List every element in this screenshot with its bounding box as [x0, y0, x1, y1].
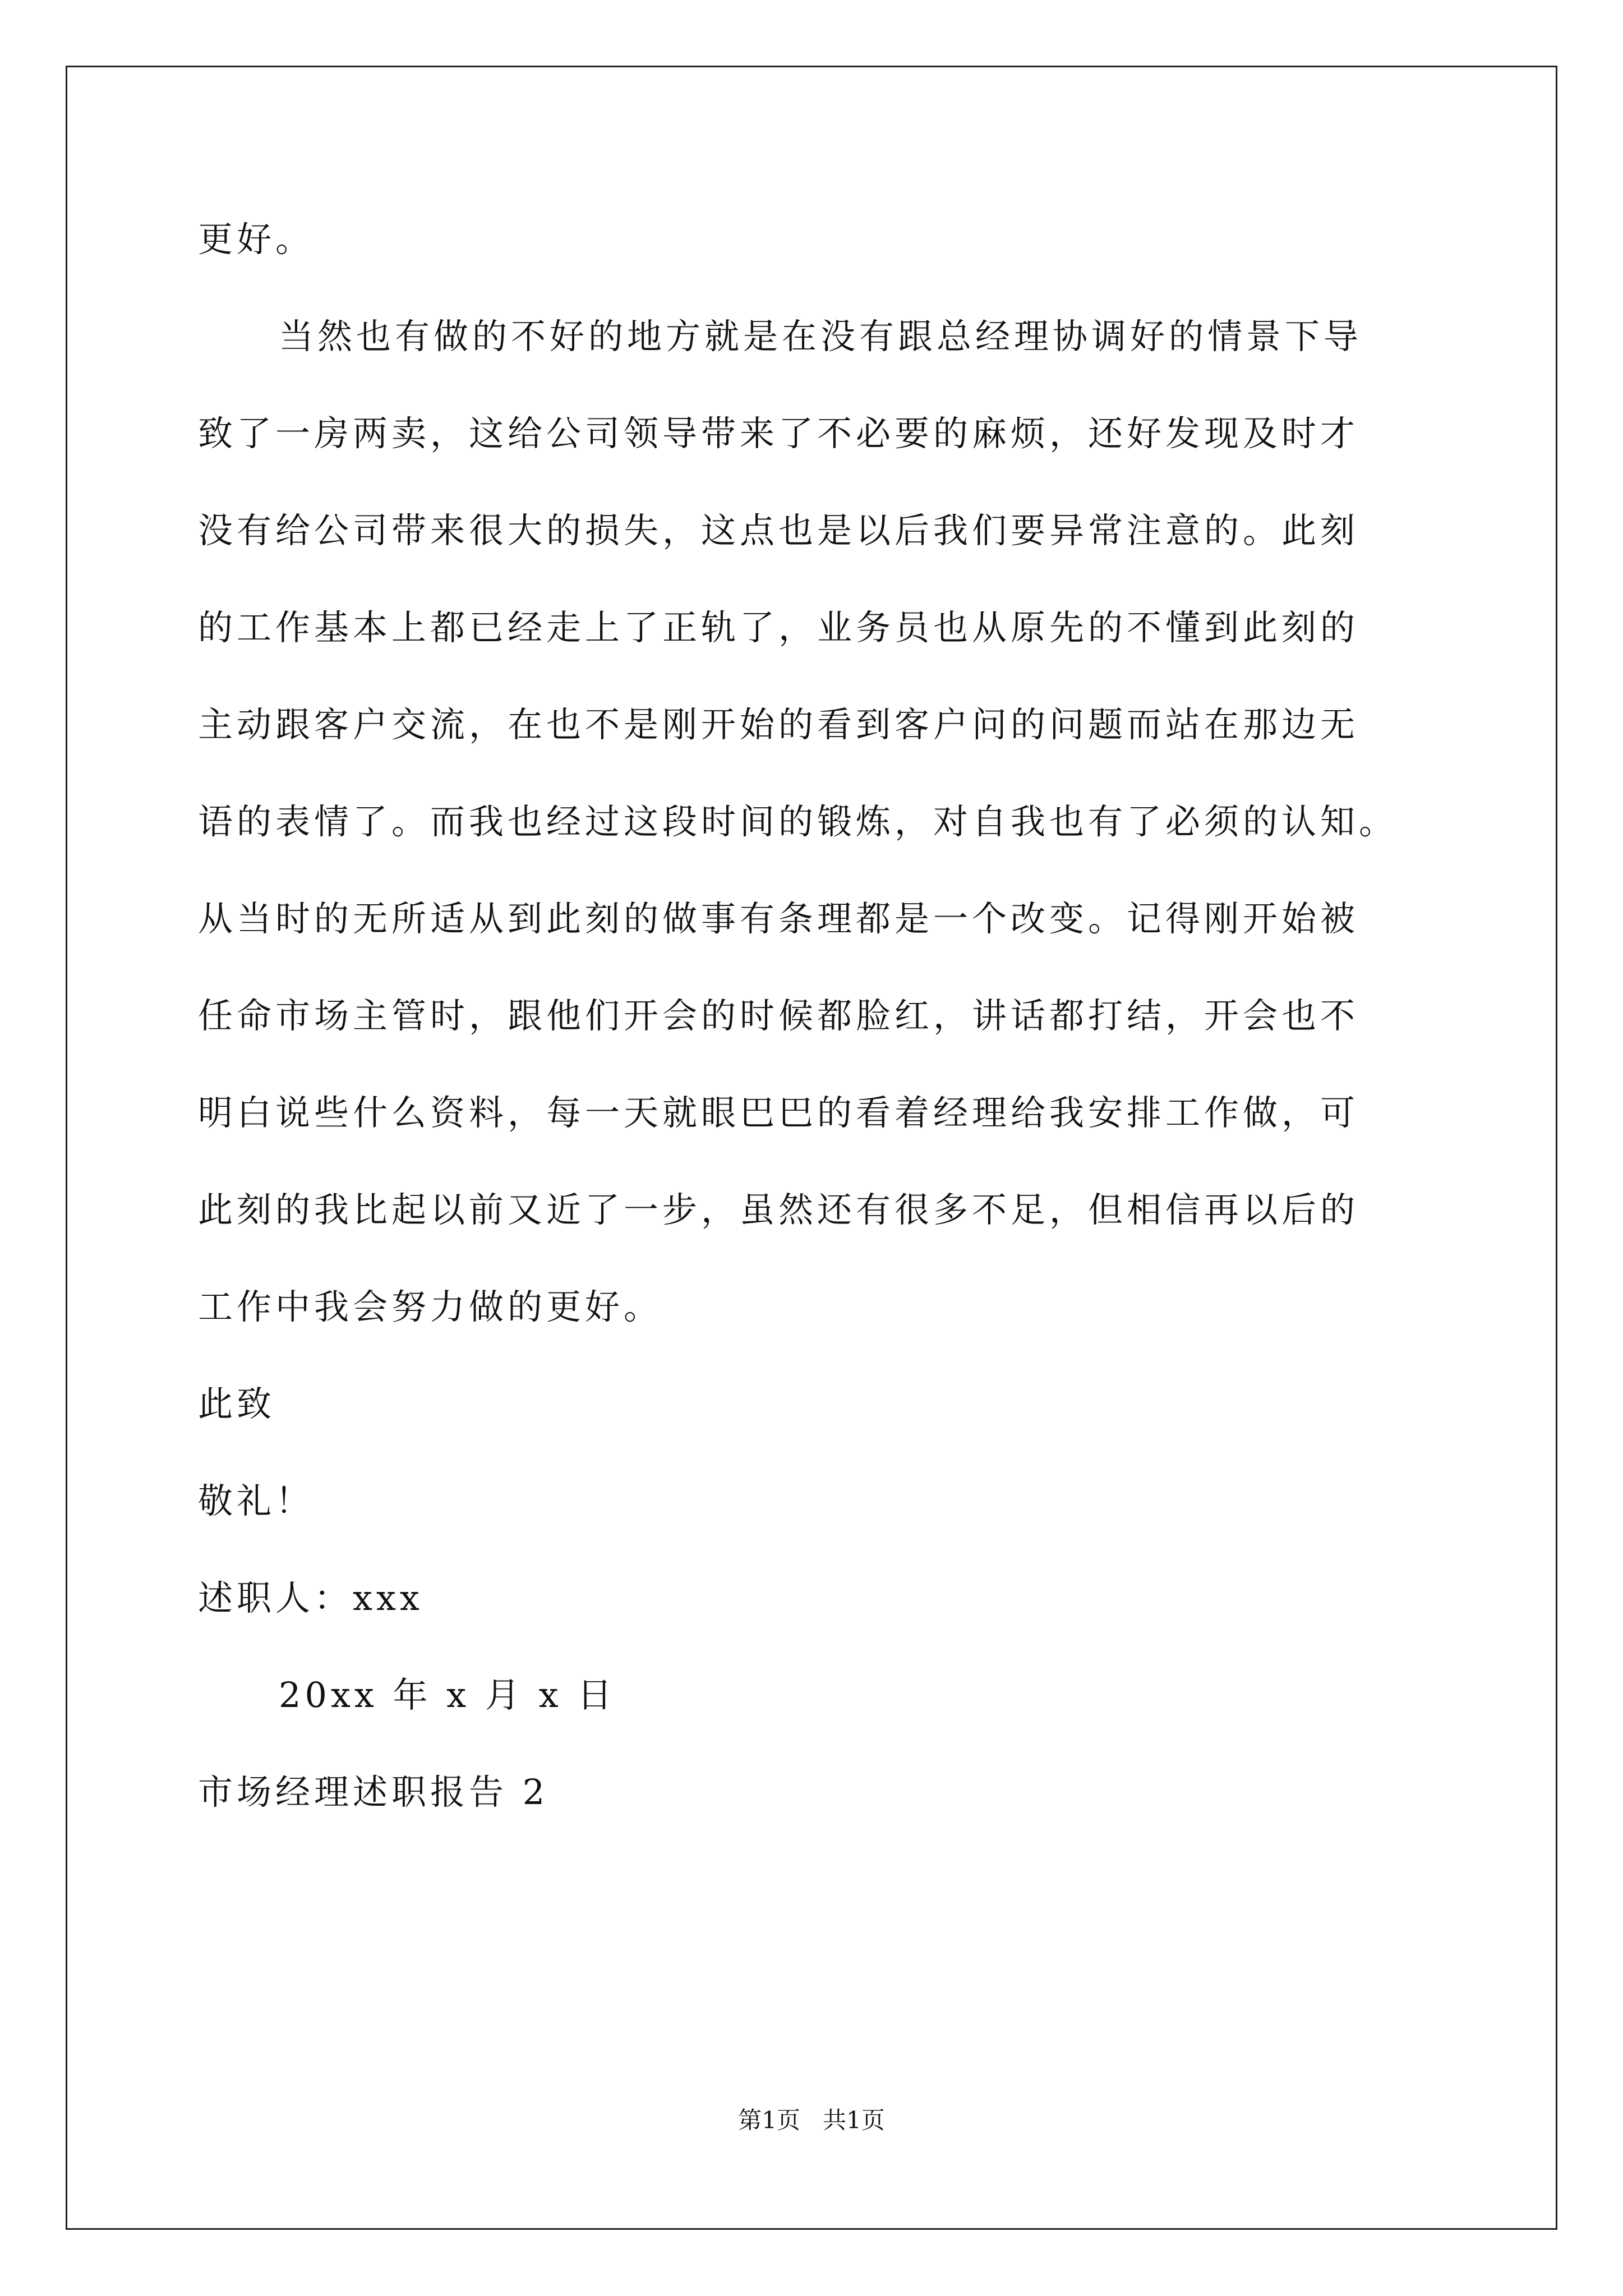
- text-line-4: 没有给公司带来很大的损失，这点也是以后我们要异常注意的。此刻: [198, 510, 1359, 551]
- closing-regards: 敬礼！: [198, 1480, 315, 1521]
- closing-salutation: 此致: [198, 1383, 276, 1424]
- date-line: 20xx 年 x 月 x 日: [279, 1674, 616, 1715]
- text-line-3: 致了一房两卖，这给公司领导带来了不必要的麻烦，还好发现及时才: [198, 413, 1359, 454]
- text-line-1: 更好。: [198, 219, 315, 260]
- text-line-5: 的工作基本上都已经走上了正轨了，业务员也从原先的不懂到此刻的: [198, 607, 1359, 648]
- text-line-8: 从当时的无所适从到此刻的做事有条理都是一个改变。记得刚开始被: [198, 898, 1359, 939]
- text-line-2: 当然也有做的不好的地方就是在没有跟总经理协调好的情景下导: [279, 316, 1363, 357]
- text-line-10: 明白说些什么资料，每一天就眼巴巴的看着经理给我安排工作做，可: [198, 1092, 1359, 1133]
- text-line-9: 任命市场主管时，跟他们开会的时候都脸红，讲话都打结，开会也不: [198, 995, 1359, 1036]
- signature-line: 述职人：xxx: [198, 1577, 423, 1618]
- text-line-6: 主动跟客户交流，在也不是刚开始的看到客户问的问题而站在那边无: [198, 704, 1359, 745]
- text-line-7: 语的表情了。而我也经过这段时间的锻炼，对自我也有了必须的认知。: [198, 801, 1398, 842]
- page-border: [66, 66, 1557, 2230]
- text-line-11: 此刻的我比起以前又近了一步，虽然还有很多不足，但相信再以后的: [198, 1189, 1359, 1230]
- page-footer: 第1页 共1页: [738, 2106, 885, 2134]
- text-line-12: 工作中我会努力做的更好。: [198, 1286, 663, 1327]
- section-heading: 市场经理述职报告 2: [198, 1772, 549, 1812]
